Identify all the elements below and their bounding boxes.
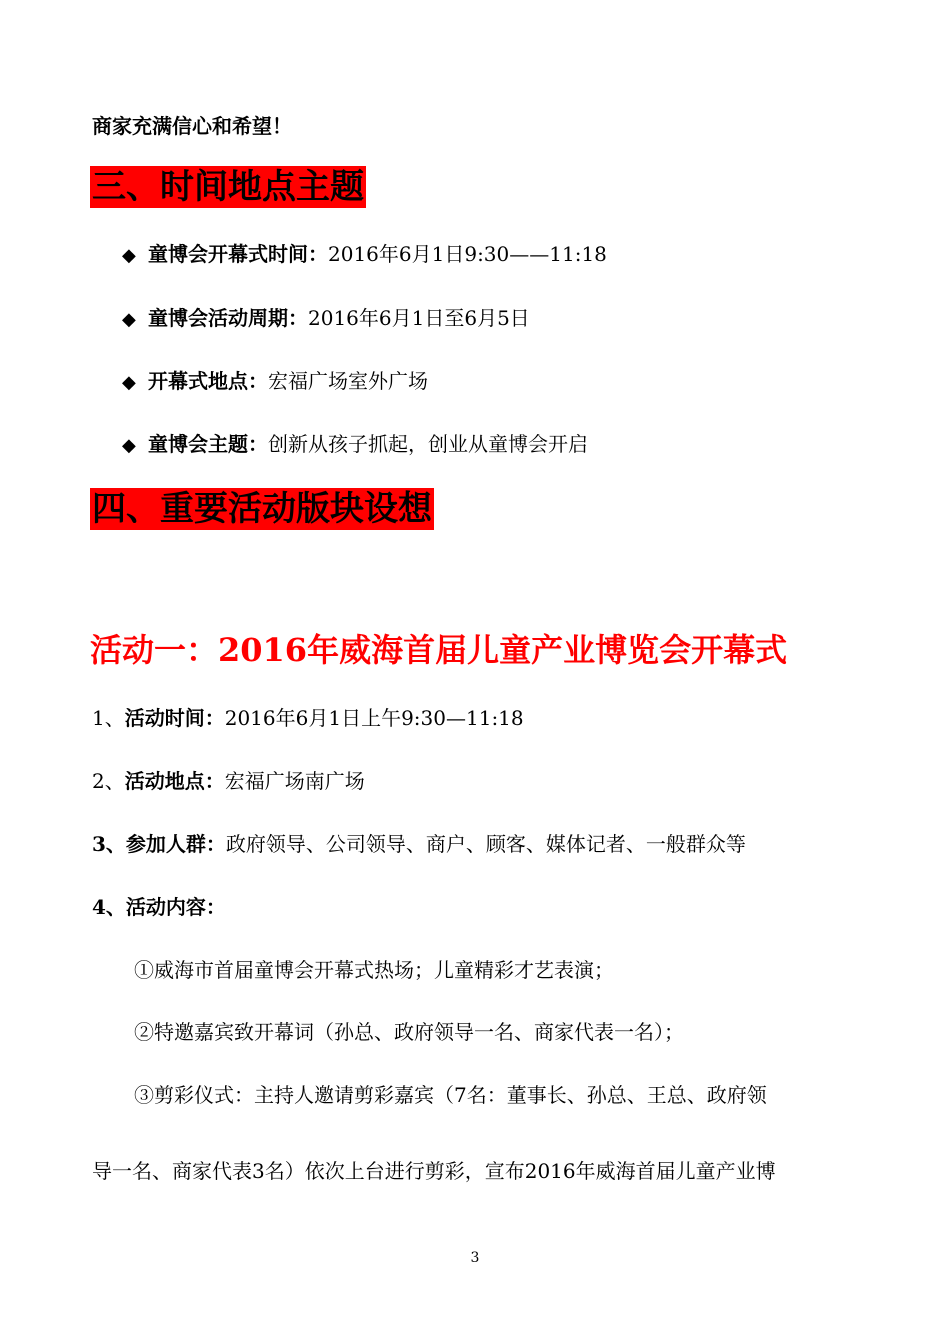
diamond-bullet-icon: ◆ <box>122 435 136 456</box>
diamond-bullet-icon: ◆ <box>122 372 136 393</box>
list-item <box>92 893 226 921</box>
list-item <box>92 704 524 732</box>
section-4-heading: 四、重要活动版块设想 <box>92 489 432 529</box>
item-value: 创新从孩子抓起，创业从童博会开启 <box>268 432 588 456</box>
list-item <box>92 767 365 795</box>
activity-1-title: 活动一：2016年威海首届儿童产业博览会开幕式 <box>90 631 788 669</box>
item-value: 2016年6月1日9:30——11:18 <box>328 242 607 266</box>
content-line: ①威海市首届童博会开幕式热场；儿童精彩才艺表演； <box>134 958 614 982</box>
item-label: 活动地点： <box>124 769 225 793</box>
list-item <box>122 304 530 334</box>
content-line: 导一名、商家代表3名）依次上台进行剪彩，宣布2016年威海首届儿童产业博 <box>92 1159 776 1183</box>
item-value: 宏福广场室外广场 <box>268 369 428 393</box>
section-3-heading: 三、时间地点主题 <box>92 167 364 207</box>
item-value: 2016年6月1日至6月5日 <box>308 306 530 330</box>
item-label: 童博会活动周期： <box>148 306 308 330</box>
list-item <box>92 830 746 858</box>
list-item <box>122 240 607 270</box>
content-line: ③剪彩仪式：主持人邀请剪彩嘉宾（7名：董事长、孙总、王总、政府领 <box>134 1083 767 1107</box>
item-number: 4、 <box>92 895 126 919</box>
intro-line: 商家充满信心和希望！ <box>92 114 292 138</box>
item-number: 3、 <box>92 832 126 856</box>
item-number: 2、 <box>92 769 125 793</box>
item-number: 1、 <box>92 706 125 730</box>
list-item <box>122 367 428 397</box>
item-label: 参加人群： <box>125 832 226 856</box>
diamond-bullet-icon: ◆ <box>122 309 136 330</box>
content-line: ②特邀嘉宾致开幕词（孙总、政府领导一名、商家代表一名）； <box>134 1020 684 1044</box>
item-label: 活动内容： <box>125 895 226 919</box>
page-number: 3 <box>470 1250 480 1266</box>
item-value: 宏福广场南广场 <box>224 769 365 793</box>
diamond-bullet-icon: ◆ <box>122 245 136 266</box>
item-label: 活动时间： <box>124 706 225 730</box>
item-label: 开幕式地点： <box>148 369 268 393</box>
item-value: 2016年6月1日上午9:30—11:18 <box>224 706 524 730</box>
item-label: 童博会主题： <box>148 432 268 456</box>
item-value: 政府领导、公司领导、商户、顾客、媒体记者、一般群众等 <box>225 832 746 856</box>
item-label: 童博会开幕式时间： <box>148 242 328 266</box>
list-item <box>122 430 588 460</box>
